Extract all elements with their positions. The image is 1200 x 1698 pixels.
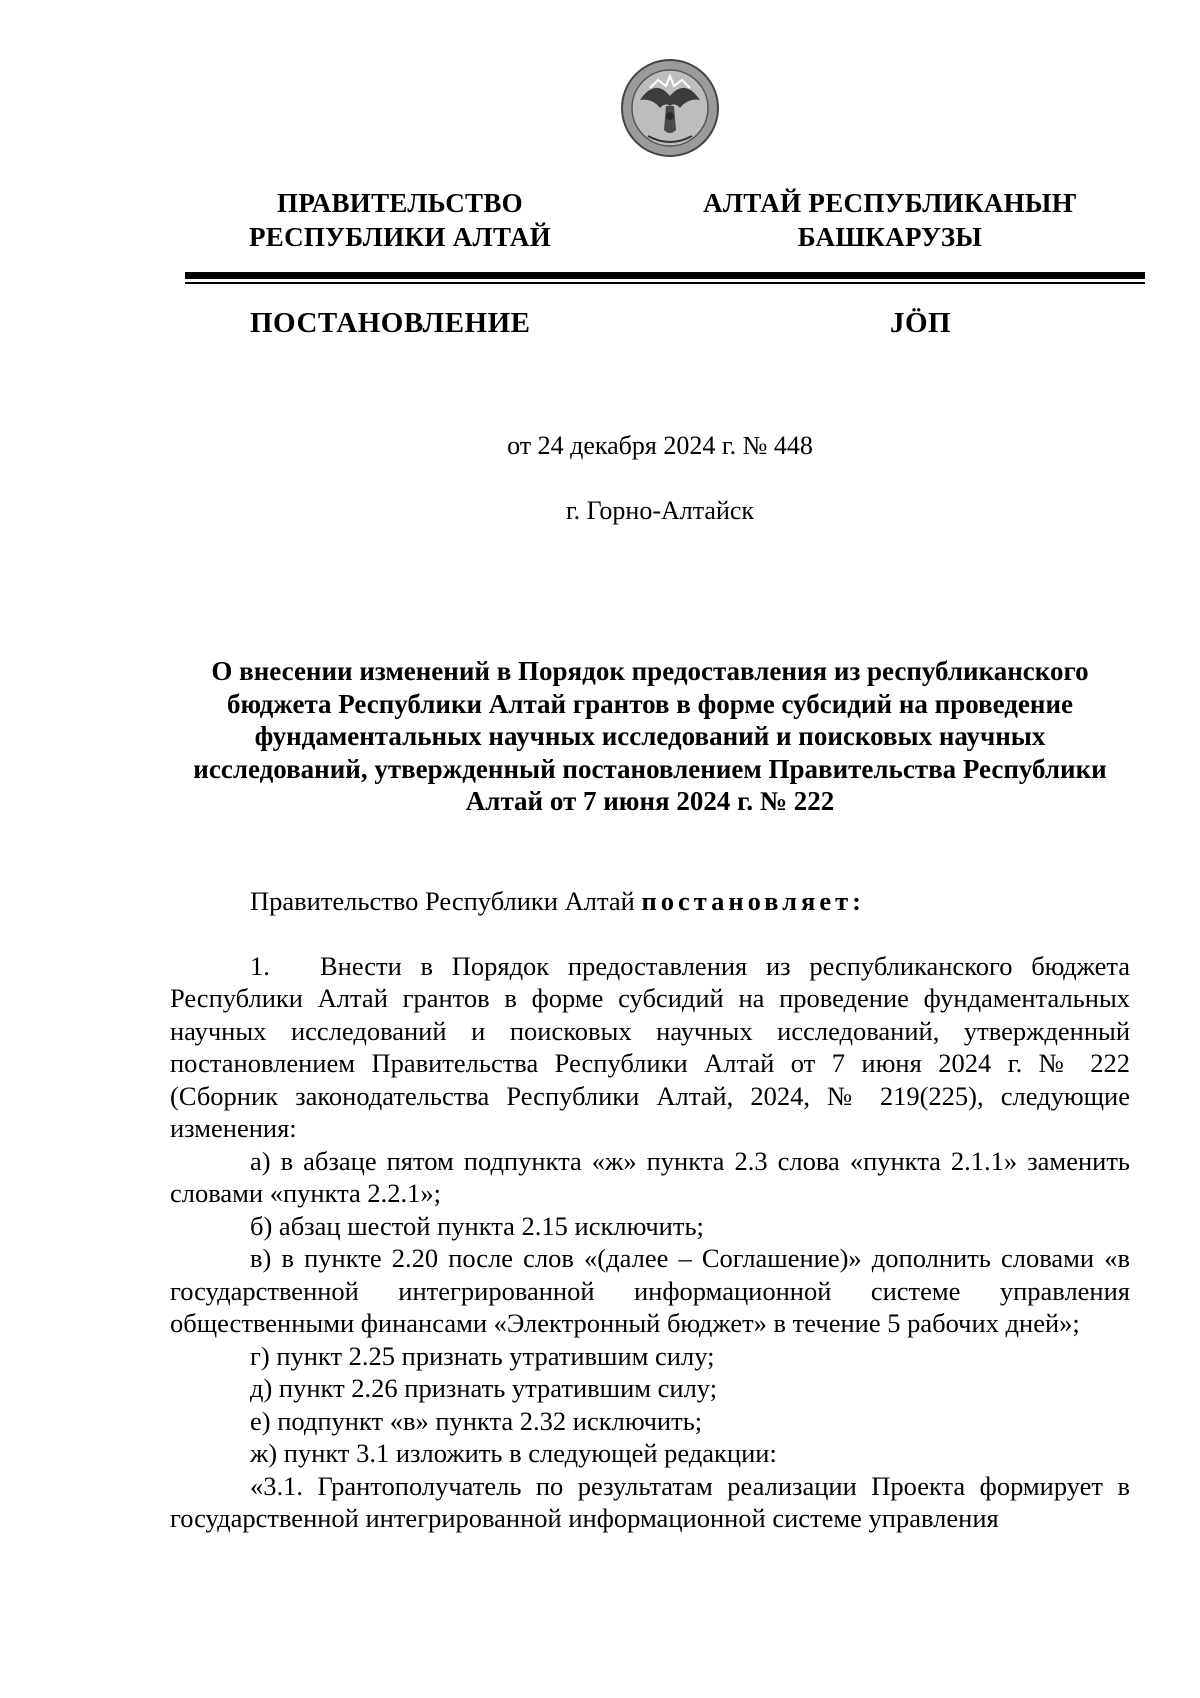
list-item-b: б) абзац шестой пункта 2.15 исключить; bbox=[250, 1210, 704, 1241]
list-item-v: в) в пункте 2.20 после слов «(далее – Соглашение)» дополнить словами «в государственной интегрированной информационной системе управления общественными финансами «Электронный бюджет» в течение 5 рабочих дней»; bbox=[170, 1243, 1130, 1338]
title-line: бюджета Республики Алтай грантов в форме субсидий на проведение bbox=[226, 688, 1073, 719]
title-line: фундаментальных научных исследований и поисковых научных bbox=[254, 721, 1046, 751]
doc-type-altai: JÖП bbox=[890, 307, 952, 339]
document-title bbox=[170, 655, 1130, 818]
doc-type-russian: ПОСТАНОВЛЕНИЕ bbox=[250, 307, 531, 339]
city: г. Горно-Алтайск bbox=[565, 496, 755, 525]
title-line: О внесении изменений в Порядок предоставления из республиканского bbox=[211, 656, 1089, 686]
quoted-paragraph: «3.1. Грантополучатель по результатам реализации Проекта формирует в государственной интегрированной информационной системе управления bbox=[170, 1470, 1130, 1533]
list-item-zh: ж) пункт 3.1 изложить в следующей редакции: bbox=[250, 1438, 777, 1468]
header-right-line1: АЛТАЙ РЕСПУБЛИКАНЫҤ bbox=[703, 188, 1077, 218]
header-left-line2: РЕСПУБЛИКИ АЛТАЙ bbox=[248, 222, 552, 252]
header-left bbox=[210, 186, 590, 254]
paragraph-1 bbox=[170, 950, 1130, 1145]
header-divider-thin bbox=[185, 282, 1145, 284]
header-right bbox=[700, 186, 1080, 254]
header-right-line2: БАШКАРУЗЫ bbox=[797, 222, 983, 252]
preamble bbox=[170, 885, 1130, 918]
list-item-a: а) в абзаце пятом подпункта «ж» пункта 2.3 слова «пункта 2.1.1» заменить словами «пункта 2.2.1»; bbox=[170, 1145, 1130, 1208]
document-body bbox=[170, 885, 1130, 1535]
preamble-text: Правительство Республики Алтай bbox=[250, 886, 642, 916]
paragraph-1-text: Внести в Порядок предоставления из республиканского бюджета Республики Алтай грантов в форме субсидий на проведение фундаментальных научных исследований и поисковых научных исследований, утвержденный постановлением Правительства Республики Алтай от 7 июня 2024 г. № 222 (Сборник законодательства Республики Алтай, 2024, № 219(225), следующие изменения: bbox=[170, 950, 1130, 1143]
header-left-line1: ПРАВИТЕЛЬСТВО bbox=[277, 188, 523, 218]
list-item-e: е) подпункт «в» пункта 2.32 исключить; bbox=[250, 1405, 703, 1436]
preamble-keyword: постановляет: bbox=[641, 886, 865, 916]
coat-of-arms-emblem-icon bbox=[620, 58, 720, 158]
date-and-number: от 24 декабря 2024 г. № 448 bbox=[507, 431, 813, 460]
list-item-d: д) пункт 2.26 признать утратившим силу; bbox=[250, 1373, 718, 1403]
title-line: исследований, утвержденный постановлением Правительства Республики bbox=[193, 753, 1107, 784]
list-item-g: г) пункт 2.25 признать утратившим силу; bbox=[250, 1340, 715, 1371]
paragraph-number: 1. bbox=[250, 950, 270, 981]
header-divider-thick bbox=[185, 272, 1145, 279]
title-line: Алтай от 7 июня 2024 г. № 222 bbox=[465, 786, 835, 816]
